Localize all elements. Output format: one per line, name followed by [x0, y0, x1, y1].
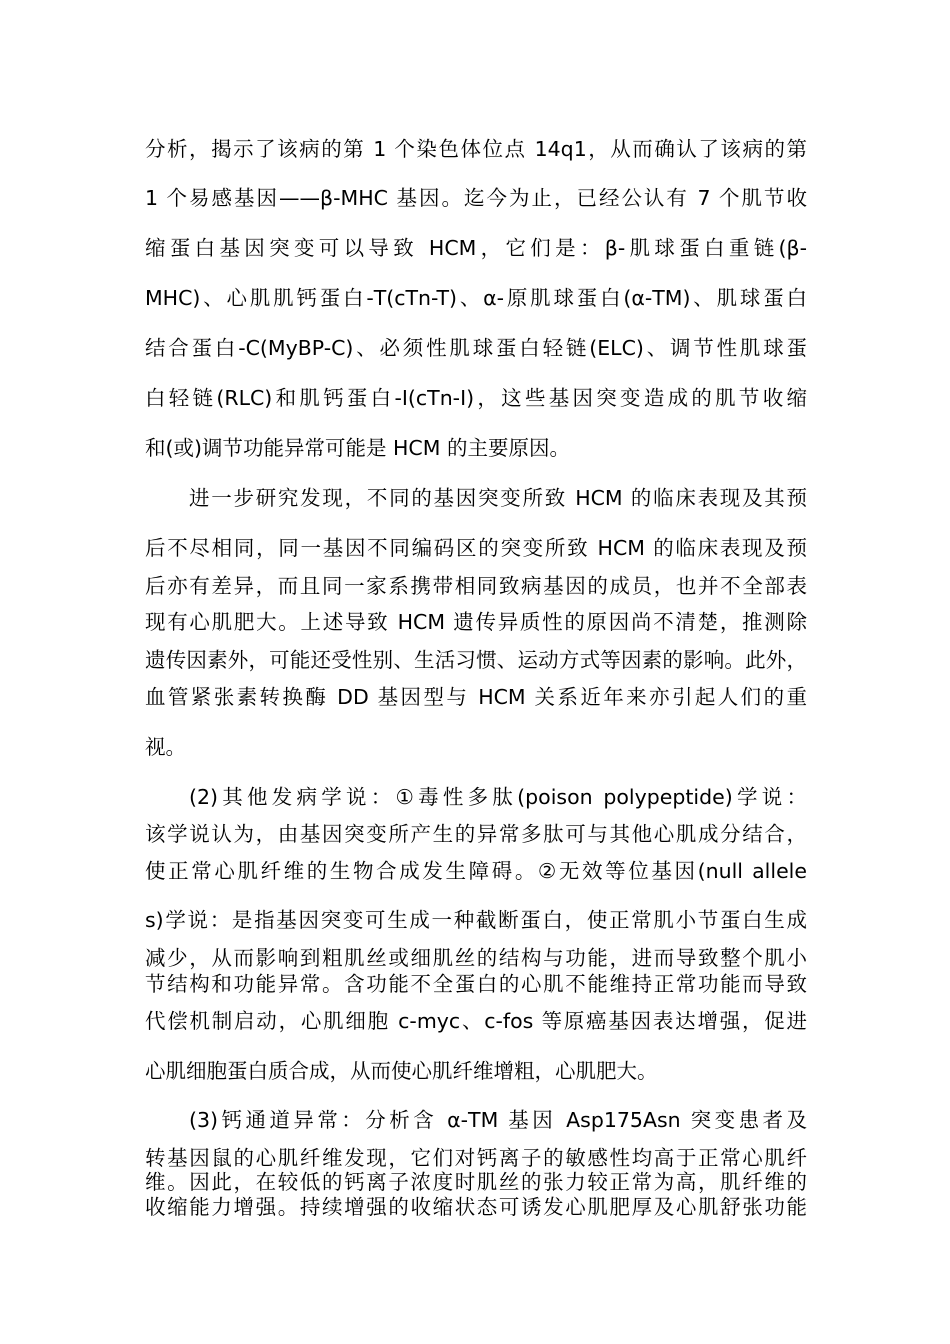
- text-line: 后亦有差异，而且同一家系携带相同致病基因的成员，也并不全部表: [145, 574, 807, 598]
- text-line: 分析，揭示了该病的第 1 个染色体位点 14q1，从而确认了该病的第: [145, 137, 807, 161]
- text-line: (2)其他发病学说：①毒性多肽(poison polypeptide)学说：: [189, 785, 807, 809]
- text-line: 节结构和功能异常。含功能不全蛋白的心肌不能维持正常功能而导致: [145, 972, 807, 996]
- text-line: 心肌细胞蛋白质合成，从而使心肌纤维增粗，心肌肥大。: [145, 1059, 658, 1083]
- text-line: 维。因此，在较低的钙离子浓度时肌丝的张力较正常为高，肌纤维的: [145, 1170, 807, 1194]
- text-line: 代偿机制启动，心肌细胞 c-myc、c-fos 等原癌基因表达增强，促进: [145, 1009, 807, 1033]
- text-line: 后不尽相同，同一基因不同编码区的突变所致 HCM 的临床表现及预: [145, 536, 807, 560]
- text-line: 使正常心肌纤维的生物合成发生障碍。②无效等位基因(null allele: [145, 859, 807, 883]
- text-line: 白轻链(RLC)和肌钙蛋白-I(cTn-I)，这些基因突变造成的肌节收缩: [145, 386, 807, 410]
- text-line: 血管紧张素转换酶 DD 基因型与 HCM 关系近年来亦引起人们的重: [145, 685, 807, 709]
- text-line: 缩蛋白基因突变可以导致 HCM，它们是：β-肌球蛋白重链(β-: [145, 236, 807, 260]
- text-line: 转基因鼠的心肌纤维发现，它们对钙离子的敏感性均高于正常心肌纤: [145, 1146, 807, 1170]
- text-line: 1 个易感基因——β-MHC 基因。迄今为止，已经公认有 7 个肌节收: [145, 186, 807, 210]
- text-line: 该学说认为，由基因突变所产生的异常多肽可与其他心肌成分结合，: [145, 822, 807, 846]
- text-line: 现有心肌肥大。上述导致 HCM 遗传异质性的原因尚不清楚，推测除: [145, 610, 807, 634]
- text-line: 遗传因素外，可能还受性别、生活习惯、运动方式等因素的影响。此外，: [145, 648, 807, 672]
- text-line: 视。: [145, 735, 186, 759]
- text-line: (3)钙通道异常：分析含 α-TM 基因 Asp175Asn 突变患者及: [189, 1108, 807, 1132]
- text-line: 收缩能力增强。持续增强的收缩状态可诱发心肌肥厚及心肌舒张功能: [145, 1195, 807, 1219]
- text-line: 减少，从而影响到粗肌丝或细肌丝的结构与功能，进而导致整个肌小: [145, 946, 807, 970]
- text-line: s)学说：是指基因突变可生成一种截断蛋白，使正常肌小节蛋白生成: [145, 908, 807, 932]
- text-line: 进一步研究发现，不同的基因突变所致 HCM 的临床表现及其预: [189, 486, 807, 510]
- text-line: MHC)、心肌肌钙蛋白-T(cTn-T)、α-原肌球蛋白(α-TM)、肌球蛋白: [145, 286, 807, 310]
- text-line: 结合蛋白-C(MyBP-C)、必须性肌球蛋白轻链(ELC)、调节性肌球蛋: [145, 336, 807, 360]
- text-line: 和(或)调节功能异常可能是 HCM 的主要原因。: [145, 436, 570, 460]
